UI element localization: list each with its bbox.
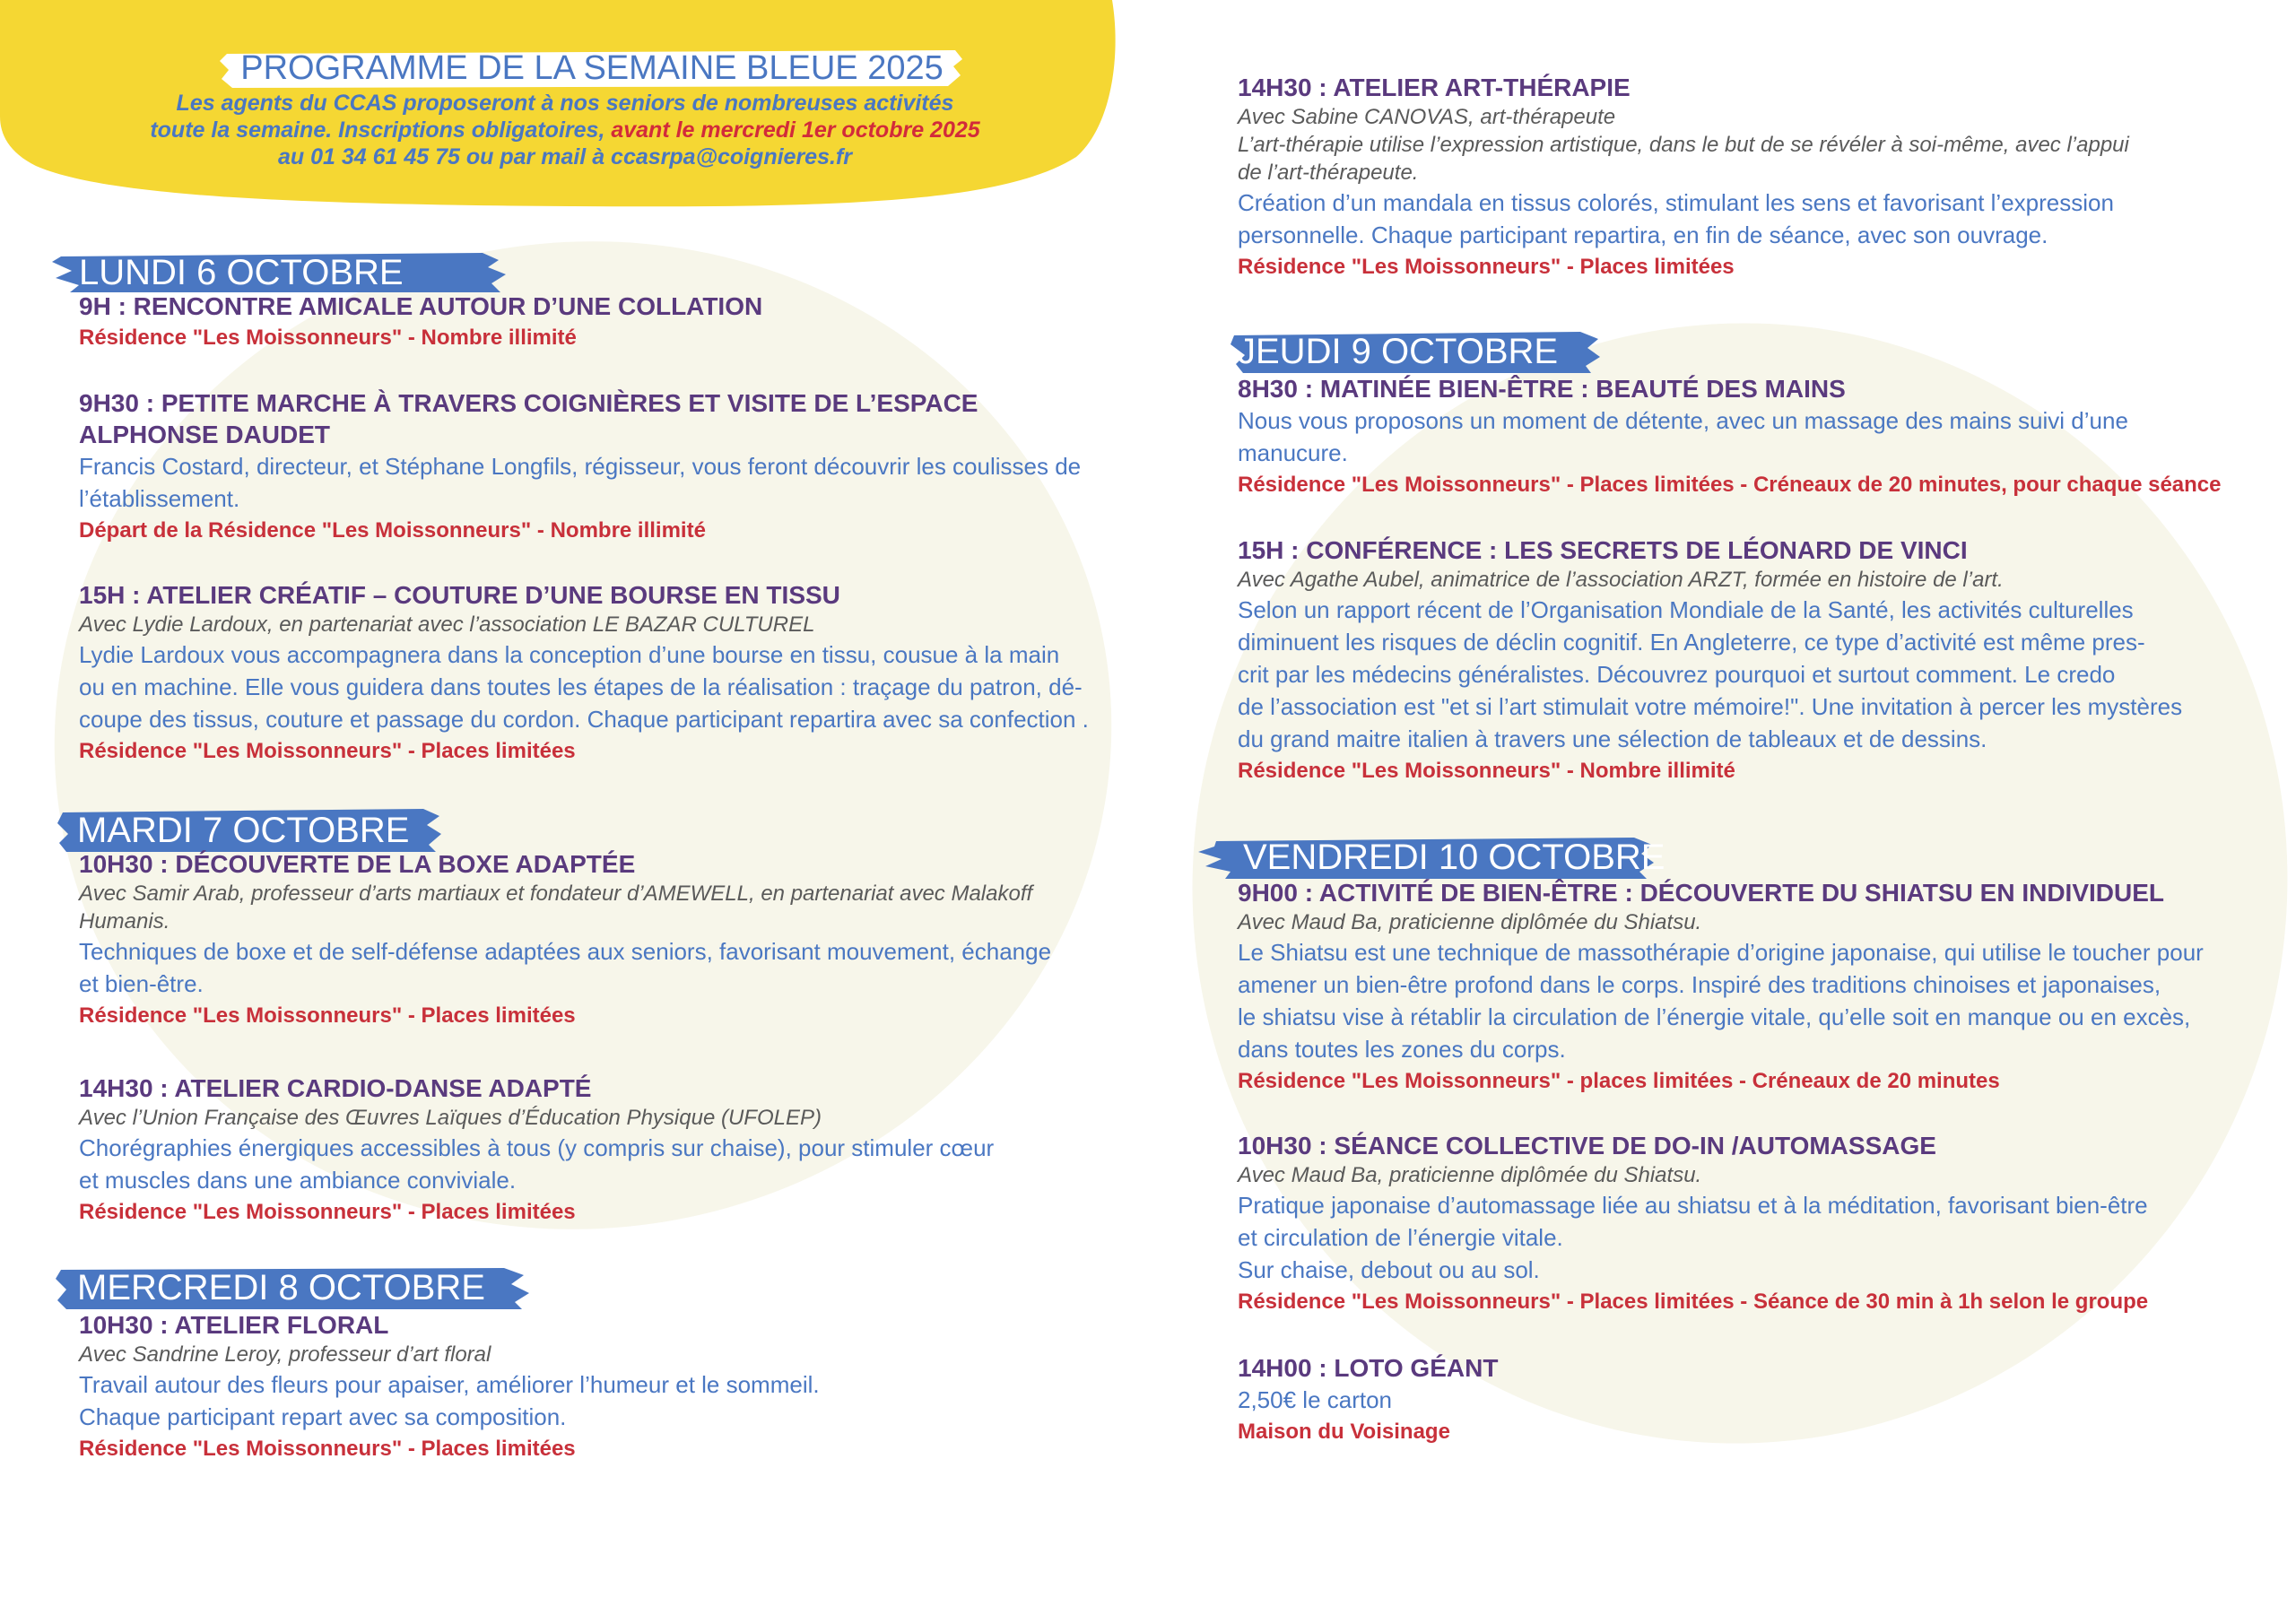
program-title-block: [220, 47, 964, 90]
event-speaker: Avec Sandrine Leroy, professeur d’art floral: [79, 1342, 491, 1367]
day-header-jeudi: JEUDI 9 OCTOBRE: [1231, 328, 1602, 375]
intro-line-1: Les agents du CCAS proposeront à nos seniors de nombreuses activités: [176, 91, 954, 116]
event-location: Résidence "Les Moissonneurs" - Places limitées - Séance de 30 min à 1h selon le groupe: [1238, 1290, 2149, 1314]
event-speaker: Avec Agathe Aubel, animatrice de l’association ARZT, formée en histoire de l’art.: [1238, 568, 2004, 592]
event-speaker: Avec Samir Arab, professeur d’arts martiaux et fondateur d’AMEWELL, en partenariat avec Malakoff: [79, 881, 1033, 906]
event-description-cont: amener un bien-être profond dans le corps. Inspiré des traditions chinoises et japonaises,: [1238, 971, 2161, 998]
event-description: Nous vous proposons un moment de détente, avec un massage des mains suivi d’une: [1238, 407, 2128, 434]
event-description: Chorégraphies énergiques accessibles à tous (y compris sur chaise), pour stimuler cœur: [79, 1134, 995, 1161]
intro-line-3: au 01 34 61 45 75 ou par mail à ccasrpa@coignieres.fr: [278, 144, 852, 169]
event-description-cont: et muscles dans une ambiance conviviale.: [79, 1167, 517, 1194]
event-title: 15H : CONFÉRENCE : LES SECRETS DE LÉONARD DE VINCI: [1238, 536, 1968, 564]
event-description: Selon un rapport récent de l’Organisation Mondiale de la Santé, les activités culturelles: [1238, 596, 2134, 623]
event-description-cont: l’établissement.: [79, 485, 240, 512]
event-title: 14H30 : ATELIER CARDIO-DANSE ADAPTÉ: [79, 1074, 592, 1102]
event-floral: [79, 1309, 1101, 1464]
event-description: Techniques de boxe et de self-défense adaptées aux seniors, favorisant mouvement, échange: [79, 938, 1052, 965]
event-description-cont: personnelle. Chaque participant repartira, en fin de séance, avec son ouvrage.: [1238, 221, 2048, 248]
day-header-lundi: LUNDI 6 OCTOBRE: [52, 249, 509, 296]
event-title: 14H30 : ATELIER ART-THÉRAPIE: [1238, 74, 1631, 101]
event-location: Départ de la Résidence "Les Moissonneurs" - Nombre illimité: [79, 518, 706, 543]
event-description: Le Shiatsu est une technique de massothérapie d’origine japonaise, qui utilise le toucher pour: [1238, 939, 2204, 966]
event-shiatsu: [1238, 877, 2269, 1097]
event-description-cont: ou en machine. Elle vous guidera dans toutes les étapes de la réalisation : traçage du patron, dé-: [79, 673, 1083, 700]
event-description-cont: le shiatsu vise à rétablir la circulation de l’énergie vitale, qu’elle soit en manque ou en excès,: [1238, 1003, 2191, 1030]
event-title: 9H00 : ACTIVITÉ DE BIEN-ÊTRE : DÉCOUVERTE DU SHIATSU EN INDIVIDUEL: [1238, 879, 2164, 907]
event-description-cont: de l’association est "et si l’art stimulait votre mémoire!". Une invitation à percer les mystères: [1238, 693, 2183, 720]
event-description-cont: dans toutes les zones du corps.: [1238, 1036, 1566, 1063]
event-speaker: Avec Maud Ba, praticienne diplômée du Shiatsu.: [1238, 910, 1702, 934]
event-cardio-danse: [79, 1073, 1101, 1228]
event-description-cont: Sur chaise, debout ou au sol.: [1238, 1256, 1540, 1283]
event-collation: [79, 291, 1101, 353]
event-location: Résidence "Les Moissonneurs" - Places limitées: [79, 1437, 576, 1461]
event-boxe: [79, 848, 1101, 1031]
event-speaker: Avec Maud Ba, praticienne diplômée du Shiatsu.: [1238, 1163, 1702, 1187]
intro-line-2: toute la semaine. Inscriptions obligatoires, avant le mercredi 1er octobre 2025: [150, 117, 980, 143]
event-location: Résidence "Les Moissonneurs" - Nombre illimité: [79, 326, 577, 350]
event-marche: [79, 387, 1101, 546]
event-description-cont: Chaque participant repart avec sa composition.: [79, 1403, 567, 1430]
event-loto: [1238, 1352, 2269, 1447]
event-description: Création d’un mandala en tissus colorés, stimulant les sens et favorisant l’expression: [1238, 189, 2114, 216]
day-header-mercredi: MERCREDI 8 OCTOBRE: [56, 1264, 531, 1311]
event-location: Résidence "Les Moissonneurs" - Places limitées: [79, 739, 576, 763]
day-header-mardi: MARDI 7 OCTOBRE: [56, 807, 443, 854]
event-location: Résidence "Les Moissonneurs" - Places limitées: [79, 1003, 576, 1028]
event-description: 2,50€ le carton: [1238, 1386, 1393, 1413]
event-speaker: Avec Lydie Lardoux, en partenariat avec l’association LE BAZAR CULTUREL: [79, 612, 815, 637]
event-title: 10H30 : SÉANCE COLLECTIVE DE DO-IN /AUTOMASSAGE: [1238, 1132, 1936, 1159]
event-description-cont: manucure.: [1238, 439, 1348, 466]
event-description-cont: crit par les médecins généralistes. Découvrez pourquoi et surtout comment. Le credo: [1238, 661, 2116, 688]
program-title: PROGRAMME DE LA SEMAINE BLEUE 2025: [240, 49, 944, 87]
event-speaker: Avec Sabine CANOVAS, art-thérapeute: [1238, 105, 1616, 129]
event-title: 9H : RENCONTRE AMICALE AUTOUR D’UNE COLLATION: [79, 292, 763, 320]
event-location: Résidence "Les Moissonneurs" - places limitées - Créneaux de 20 minutes: [1238, 1069, 2000, 1093]
event-couture: [79, 579, 1101, 767]
event-location: Résidence "Les Moissonneurs" - Places limitées: [1238, 255, 1735, 279]
registration-deadline: avant le mercredi 1er octobre 2025: [611, 117, 980, 143]
event-do-in: [1238, 1130, 2269, 1317]
event-art-therapie: [1238, 72, 2269, 282]
event-description-cont: et bien-être.: [79, 970, 204, 997]
event-speaker-cont: Humanis.: [79, 909, 170, 934]
event-conference-vinci: [1238, 534, 2269, 786]
event-title: 10H30 : DÉCOUVERTE DE LA BOXE ADAPTÉE: [79, 850, 636, 878]
event-description-cont: diminuent les risques de déclin cognitif. En Angleterre, ce type d’activité est même pres-: [1238, 629, 2145, 656]
event-intro: L’art-thérapie utilise l’expression artistique, dans le but de se révéler à soi-même, avec l’appui: [1238, 133, 2129, 157]
event-title: 9H30 : PETITE MARCHE À TRAVERS COIGNIÈRES ET VISITE DE L’ESPACE: [79, 389, 978, 417]
event-title: 8H30 : MATINÉE BIEN-ÊTRE : BEAUTÉ DES MAINS: [1238, 375, 1846, 403]
event-description-cont: du grand maitre italien à travers une sélection de tableaux et de dessins.: [1238, 725, 1987, 752]
event-title: 10H30 : ATELIER FLORAL: [79, 1311, 389, 1339]
event-description: Travail autour des fleurs pour apaiser, améliorer l’humeur et le sommeil.: [79, 1371, 820, 1398]
event-title: 14H00 : LOTO GÉANT: [1238, 1354, 1499, 1382]
event-location: Maison du Voisinage: [1238, 1420, 1450, 1444]
event-title-cont: ALPHONSE DAUDET: [79, 421, 331, 448]
event-location: Résidence "Les Moissonneurs" - Nombre illimité: [1238, 759, 1735, 783]
event-description: Lydie Lardoux vous accompagnera dans la conception d’une bourse en tissu, cousue à la main: [79, 641, 1060, 668]
event-description: Francis Costard, directeur, et Stéphane Longfils, régisseur, vous feront découvrir les coulisses de: [79, 453, 1082, 480]
day-header-vendredi: VENDREDI 10 OCTOBRE: [1198, 834, 1656, 881]
intro-text: [54, 90, 1076, 170]
event-title: 15H : ATELIER CRÉATIF – COUTURE D’UNE BOURSE EN TISSU: [79, 581, 840, 609]
event-description-cont: et circulation de l’énergie vitale.: [1238, 1224, 1563, 1251]
event-location: Résidence "Les Moissonneurs" - Places limitées - Créneaux de 20 minutes, pour chaque séance: [1238, 473, 2222, 497]
event-description-cont: coupe des tissus, couture et passage du cordon. Chaque participant repartira avec sa confection .: [79, 706, 1089, 733]
event-speaker: Avec l’Union Française des Œuvres Laïques d’Éducation Physique (UFOLEP): [79, 1106, 822, 1130]
event-intro-cont: de l’art-thérapeute.: [1238, 161, 1419, 185]
event-description: Pratique japonaise d’automassage liée au shiatsu et à la méditation, favorisant bien-être: [1238, 1192, 2148, 1219]
event-beaute-mains: [1238, 373, 2269, 500]
event-location: Résidence "Les Moissonneurs" - Places limitées: [79, 1200, 576, 1224]
